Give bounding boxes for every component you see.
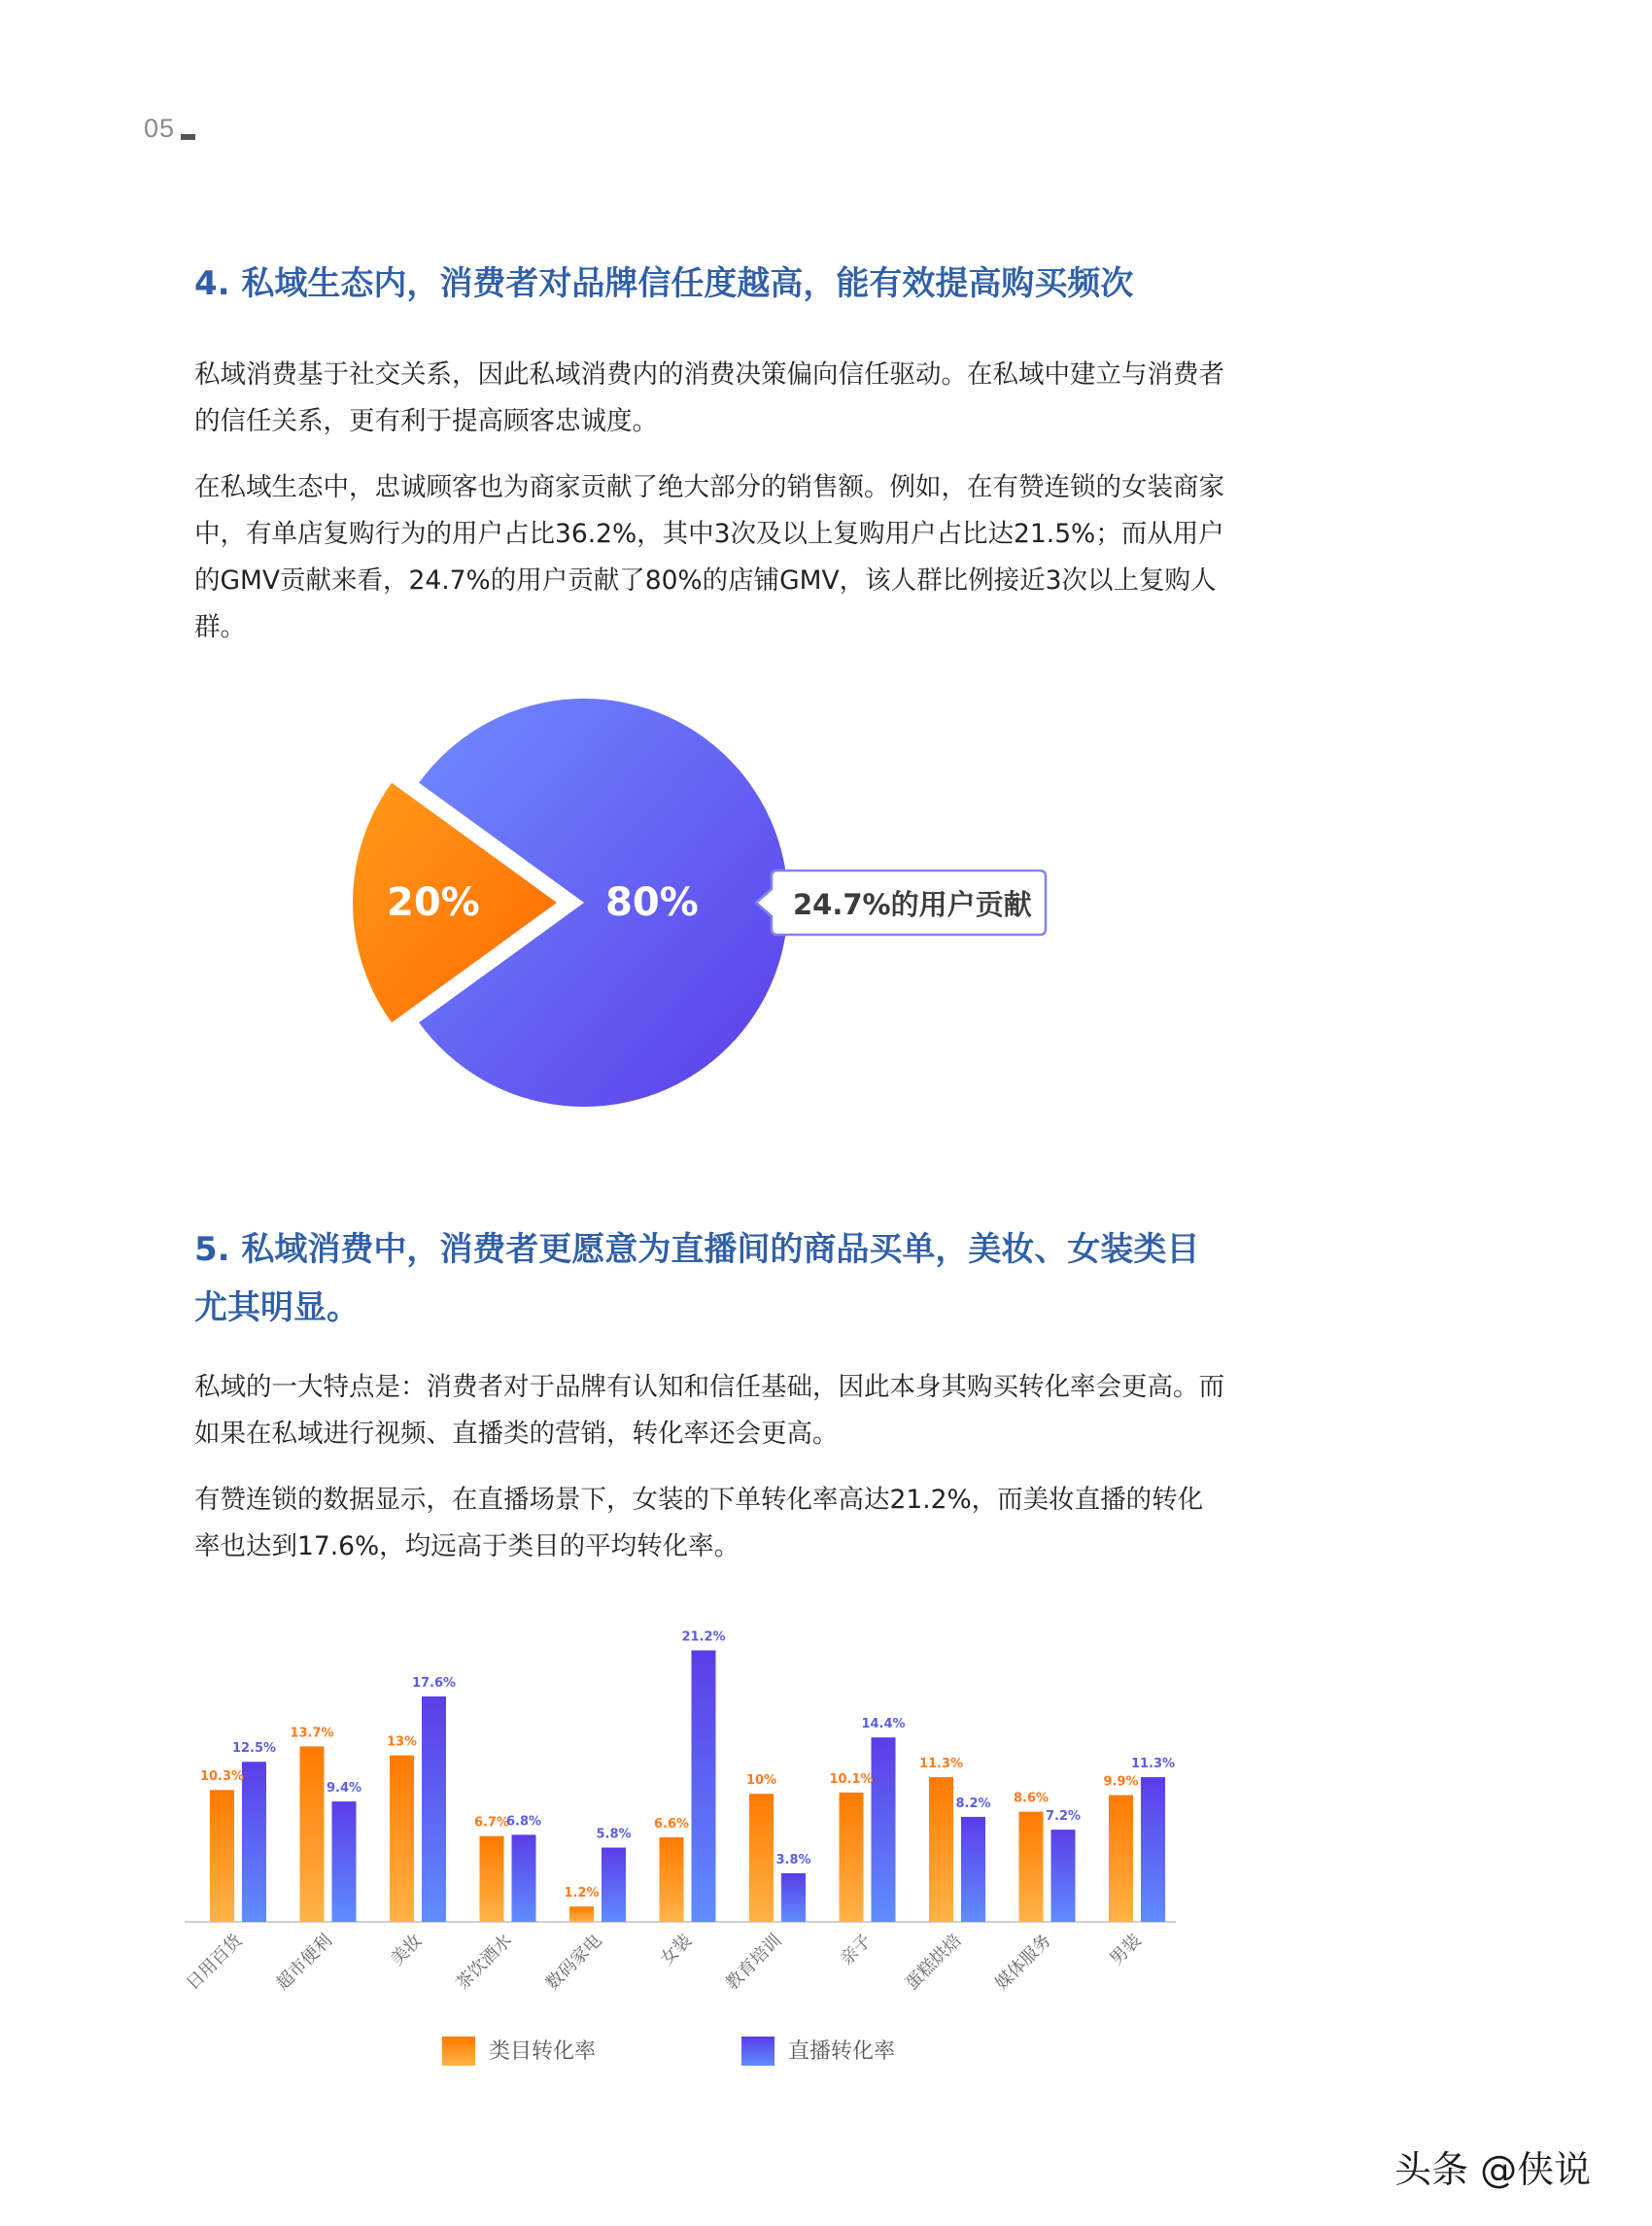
bar-value-label: 8.2% <box>955 1796 991 1811</box>
bar-live-3 <box>512 1834 536 1922</box>
category-label: 亲子 <box>836 1930 877 1969</box>
bar-value-label: 6.8% <box>505 1814 542 1830</box>
bar-live-5 <box>692 1651 716 1922</box>
bar-live-4 <box>602 1848 626 1922</box>
bar-live-1 <box>332 1801 357 1922</box>
gmv-contribution-pie-chart <box>282 690 1079 1137</box>
bar-category-9 <box>1019 1812 1044 1922</box>
bar-category-0 <box>210 1790 234 1922</box>
bar-value-label: 10% <box>745 1773 777 1789</box>
bar-value-label: 12.5% <box>231 1741 277 1757</box>
bar-category-2 <box>390 1756 414 1922</box>
bar-value-label: 13.7% <box>290 1726 334 1741</box>
bar-value-label: 10.3% <box>199 1769 245 1785</box>
page-number-mark <box>181 134 195 140</box>
category-label: 茶饮酒水 <box>452 1930 517 1995</box>
bar-value-label: 5.8% <box>596 1827 632 1842</box>
bar-value-label: 7.2% <box>1045 1809 1082 1825</box>
category-label: 数码家电 <box>541 1930 606 1995</box>
bar-value-label: 11.3% <box>1130 1757 1176 1772</box>
pie-callout <box>756 871 1046 935</box>
legend-label: 类目转化率 <box>489 2039 597 2064</box>
bar-category-4 <box>569 1906 594 1922</box>
section5-heading: 5. 私域消费中，消费者更愿意为直播间的商品买单，美妆、女装类目尤其明显。 <box>194 1230 1200 1327</box>
category-label: 日用百货 <box>182 1930 247 1995</box>
bar-category-5 <box>660 1837 684 1922</box>
watermark: 头条 @侠说 <box>1394 2148 1592 2191</box>
category-label: 媒体服务 <box>991 1930 1056 1995</box>
bar-live-7 <box>872 1737 896 1922</box>
bar-value-label: 9.4% <box>326 1781 362 1797</box>
section4-heading: 4. 私域生态内，消费者对品牌信任度越高，能有效提高购买频次 <box>194 264 1134 303</box>
bar-value-label: 6.6% <box>653 1817 690 1832</box>
bar-live-8 <box>961 1817 985 1922</box>
category-label: 女装 <box>656 1930 697 1969</box>
legend-swatch <box>442 2037 475 2066</box>
bar-category-1 <box>300 1746 325 1922</box>
category-label: 美妆 <box>387 1930 427 1969</box>
bar-value-label: 10.1% <box>829 1771 874 1787</box>
bar-category-3 <box>480 1836 504 1922</box>
pie-label-20: 20% <box>387 880 480 925</box>
category-label: 超市便利 <box>272 1930 337 1995</box>
category-label: 蛋糕烘焙 <box>901 1930 966 1995</box>
section4-paragraph-2: 在私域生态中，忠诚顾客也为商家贡献了绝大部分的销售额。例如，在有赞连锁的女装商家中，有单店复购行为的用户占比36.2%，其中3次及以上复购用户占比达21.5%；而从用户的GMV贡献来看，24.7%的用户贡献了80%的店铺GMV，该人群比例接近3次以上复购人群。 <box>194 472 1224 642</box>
category-label: 男装 <box>1106 1930 1146 1969</box>
conversion-rate-bar-chart <box>175 1629 1224 2108</box>
bar-live-0 <box>242 1762 266 1922</box>
bar-value-label: 6.7% <box>473 1815 510 1831</box>
bar-value-label: 17.6% <box>411 1676 457 1691</box>
callout-text: 24.7%的用户贡献 <box>793 888 1032 921</box>
category-label: 教育培训 <box>721 1930 786 1995</box>
bar-category-10 <box>1109 1796 1133 1923</box>
bar-live-6 <box>781 1873 806 1922</box>
bar-category-6 <box>749 1794 774 1922</box>
bar-value-label: 9.9% <box>1103 1774 1139 1790</box>
bar-value-label: 3.8% <box>775 1852 811 1867</box>
bar-value-label: 21.2% <box>681 1629 726 1645</box>
bar-value-label: 8.6% <box>1013 1791 1050 1806</box>
bar-live-2 <box>422 1696 446 1922</box>
bar-category-8 <box>929 1777 953 1922</box>
bar-category-7 <box>840 1793 864 1922</box>
section5-paragraph-2: 有赞连锁的数据显示，在直播场景下，女装的下单转化率高达21.2%，而美妆直播的转化率也达到17.6%，均远高于类目的平均转化率。 <box>194 1485 1204 1561</box>
page-number: 05 <box>144 114 176 143</box>
bar-value-label: 14.4% <box>861 1717 906 1732</box>
bar-value-label: 11.3% <box>918 1757 964 1772</box>
pie-label-80: 80% <box>605 880 699 925</box>
bar-live-9 <box>1051 1830 1076 1922</box>
section4-paragraph-1: 私域消费基于社交关系，因此私域消费内的消费决策偏向信任驱动。在私域中建立与消费者的信任关系，更有利于提高顾客忠诚度。 <box>194 360 1224 436</box>
legend-label: 直播转化率 <box>788 2039 896 2064</box>
legend-swatch <box>741 2037 774 2066</box>
bar-live-10 <box>1141 1777 1165 1922</box>
bar-value-label: 13% <box>386 1734 418 1750</box>
bar-value-label: 1.2% <box>564 1886 600 1901</box>
section5-paragraph-1: 私域的一大特点是：消费者对于品牌有认知和信任基础，因此本身其购买转化率会更高。而如果在私域进行视频、直播类的营销，转化率还会更高。 <box>194 1372 1224 1449</box>
